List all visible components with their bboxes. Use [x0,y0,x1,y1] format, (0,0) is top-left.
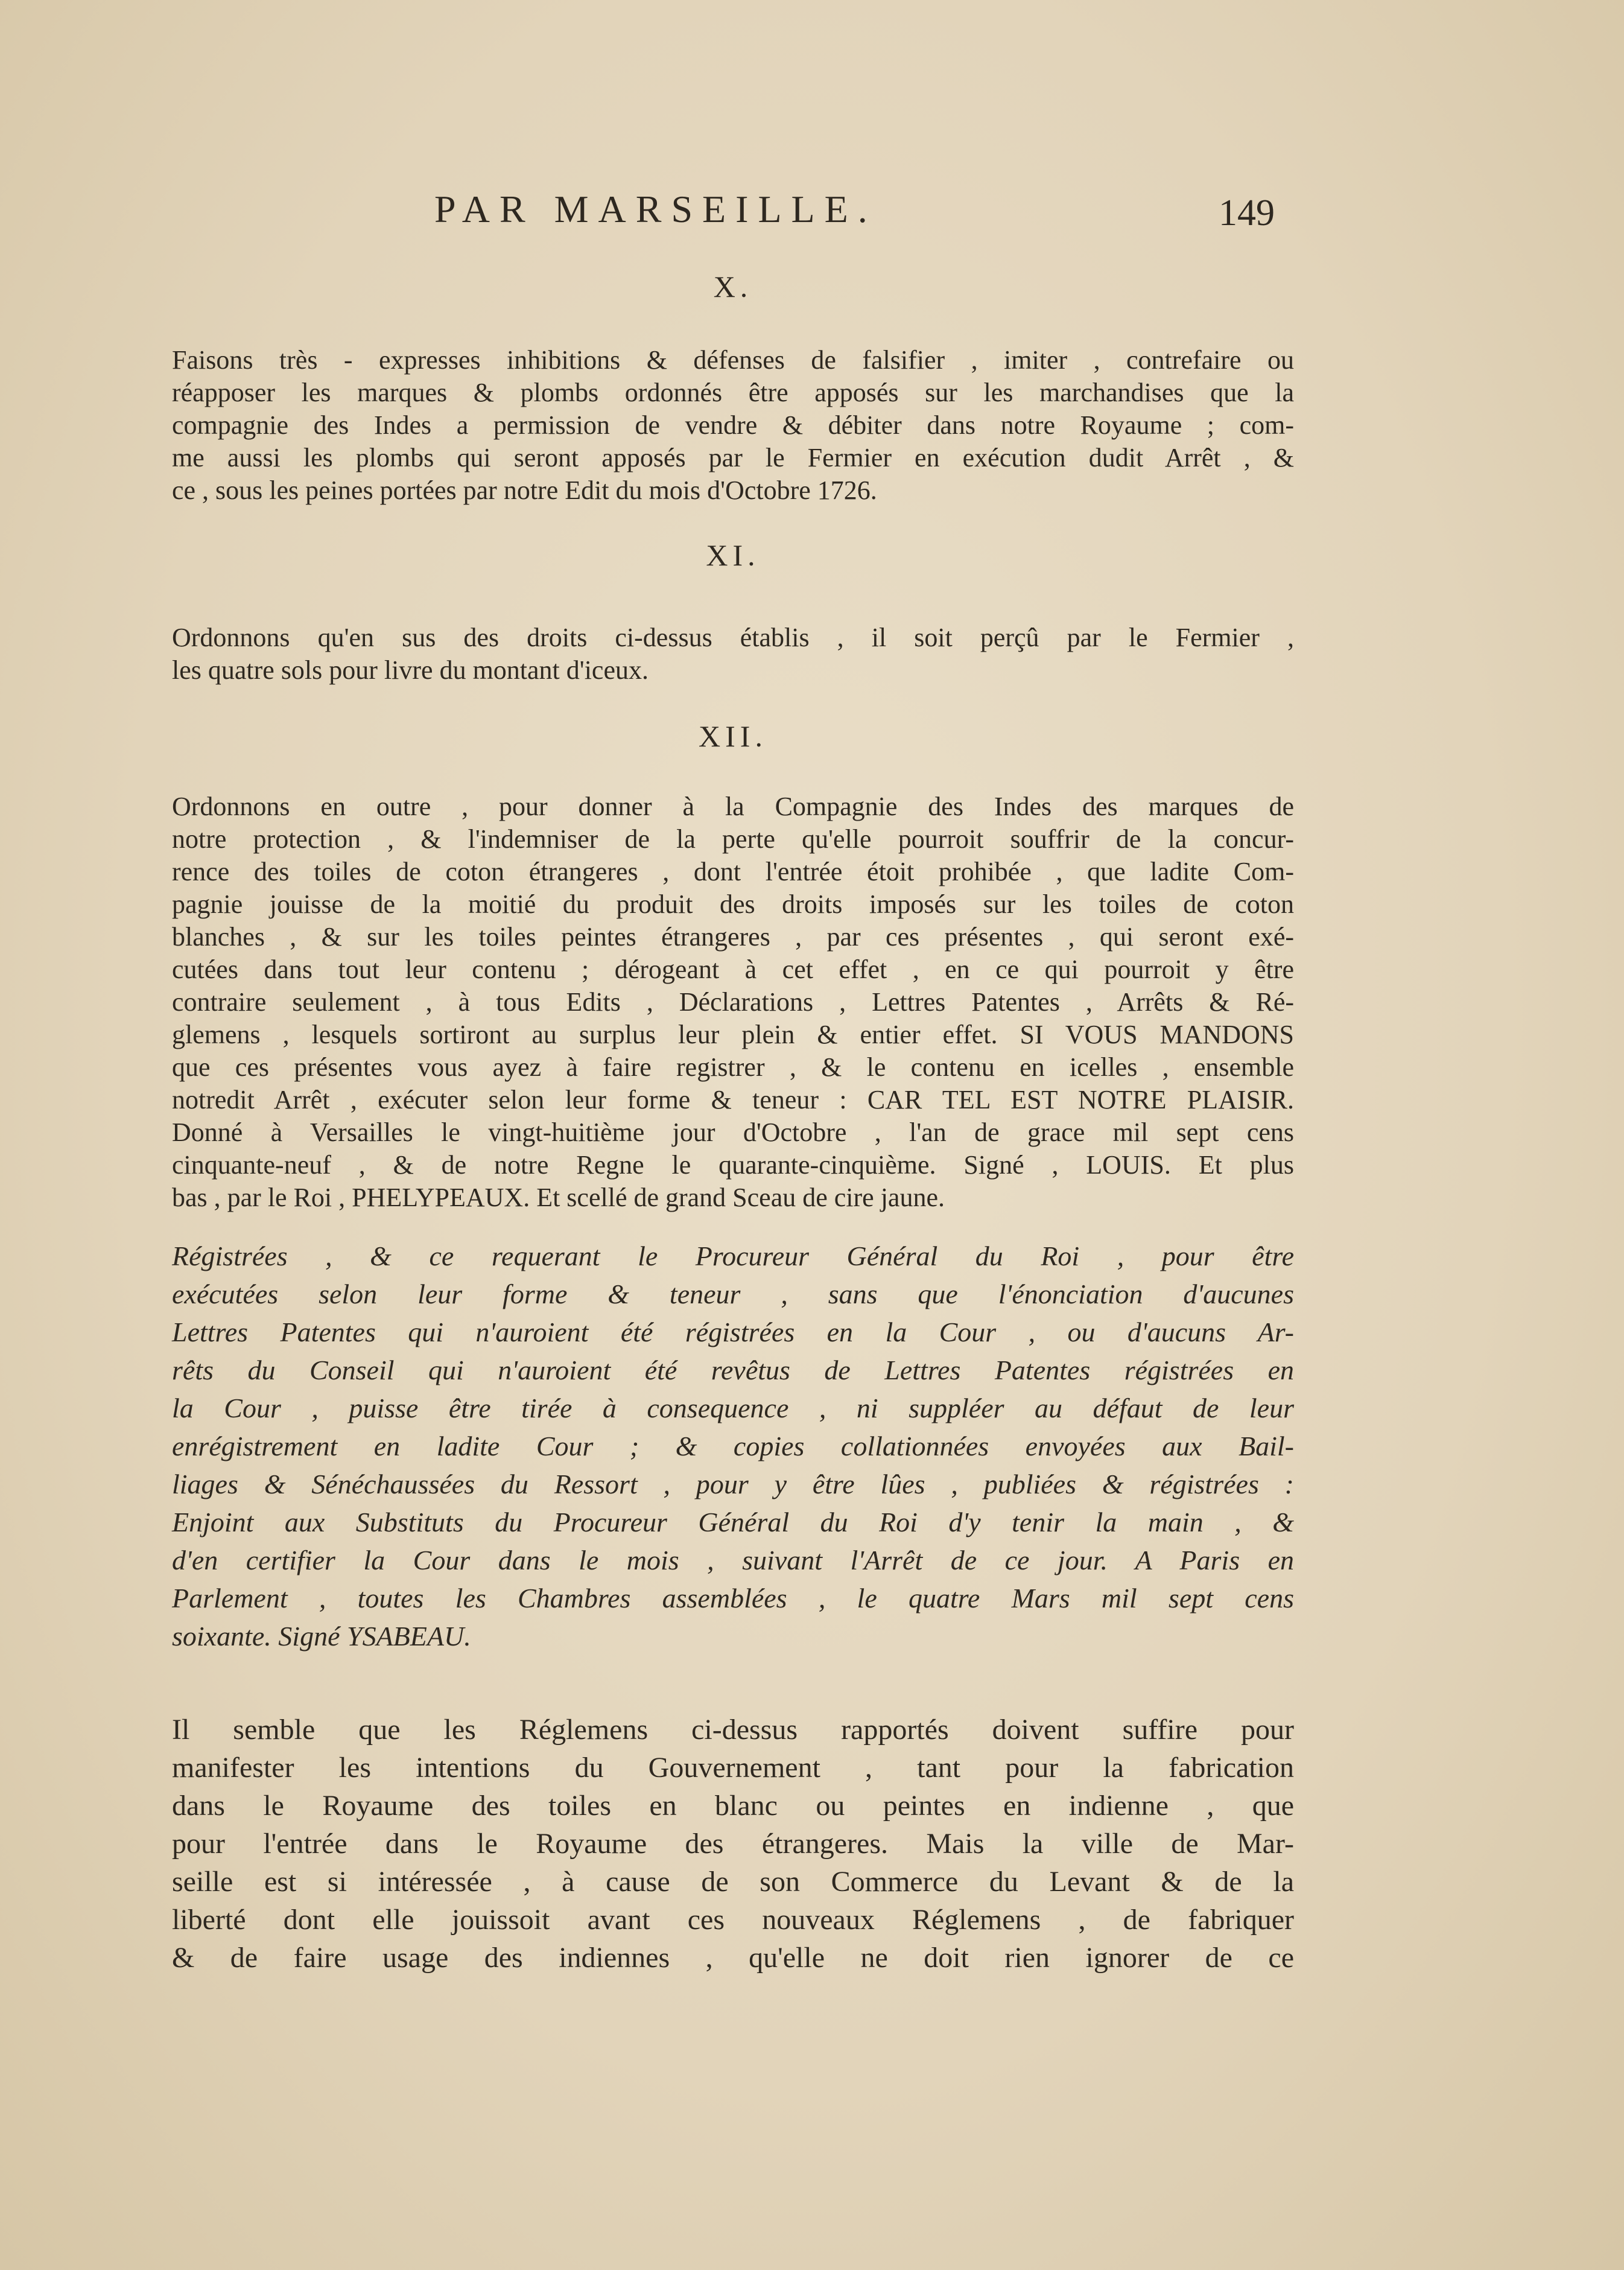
text-line: Ordonnons qu'en sus des droits ci-dessus établis , il soit perçû par le Fermier , [172,623,1294,652]
article-number: XI. [706,538,760,572]
text-line: la Cour , puisse être tirée à consequence , ni suppléer au défaut de leur [172,1393,1294,1423]
text-line: me aussi les plombs qui seront apposés par le Fermier en exécution dudit Arrêt , & [172,443,1294,472]
text-line: compagnie des Indes a permission de vendre & débiter dans notre Royaume ; com- [172,410,1294,440]
text-line: & de faire usage des indiennes , qu'elle ne doit rien ignorer de ce [172,1942,1294,1974]
text-line: Il semble que les Réglemens ci-dessus rapportés doivent suffire pour [172,1714,1294,1746]
text-line: ce , sous les peines portées par notre Edit du mois d'Octobre 1726. [172,475,877,505]
text-line: Parlement , toutes les Chambres assemblées , le quatre Mars mil sept cens [172,1583,1294,1613]
text-line: cinquante-neuf , & de notre Regne le quarante-cinquième. Signé , LOUIS. Et plus [172,1150,1294,1180]
text-line: d'en certifier la Cour dans le mois , suivant l'Arrêt de ce jour. A Paris en [172,1545,1294,1575]
text-line: Donné à Versailles le vingt-huitième jour d'Octobre , l'an de grace mil sept cens [172,1118,1294,1147]
text-line: pagnie jouisse de la moitié du produit des droits imposés sur les toiles de coton [172,889,1294,919]
article-number: X. [713,270,753,304]
text-line: cutées dans tout leur contenu ; dérogeant à cet effet , en ce qui pourroit y être [172,955,1294,984]
text-line: enrégistrement en ladite Cour ; & copies collationnées envoyées aux Bail- [172,1431,1294,1461]
text-line: Enjoint aux Substituts du Procureur Général du Roi d'y tenir la main , & [172,1507,1294,1537]
text-line: réapposer les marques & plombs ordonnés être apposés sur les marchandises que la [172,378,1294,407]
text-line: Ordonnons en outre , pour donner à la Compagnie des Indes des marques de [172,792,1294,821]
article-x [172,265,1294,507]
text-line: Régistrées , & ce requerant le Procureur Général du Roi , pour être [172,1241,1294,1271]
text-line: glemens , lesquels sortiront au surplus leur plein & entier effet. SI VOUS MANDONS [172,1020,1294,1049]
text-line: les quatre sols pour livre du montant d'iceux. [172,655,649,685]
text-line: contraire seulement , à tous Edits , Déclarations , Lettres Patentes , Arrêts & Ré- [172,987,1294,1017]
commentary-paragraph [172,1711,1294,1977]
page-number: 149 [1219,192,1275,234]
running-head: PAR MARSEILLE. [434,188,877,230]
text-line: liages & Sénéchaussées du Ressort , pour y être lûes , publiées & régistrées : [172,1469,1294,1499]
text-line: notre protection , & l'indemniser de la perte qu'elle pourroit souffrir de la concur- [172,824,1294,854]
text-line: manifester les intentions du Gouvernement , tant pour la fabrication [172,1752,1294,1784]
text-line: Faisons très - expresses inhibitions & défenses de falsifier , imiter , contrefaire ou [172,345,1294,375]
registration-paragraph [172,1237,1294,1655]
text-line: notredit Arrêt , exécuter selon leur forme & teneur : CAR TEL EST NOTRE PLAISIR. [172,1085,1294,1114]
text-line: liberté dont elle jouissoit avant ces nouveaux Réglemens , de fabriquer [172,1904,1294,1936]
text-line: exécutées selon leur forme & teneur , sans que l'énonciation d'aucunes [172,1279,1294,1309]
text-line: soixante. Signé YSABEAU. [172,1621,471,1652]
text-line: bas , par le Roi , PHELYPEAUX. Et scellé de grand Sceau de cire jaune. [172,1183,945,1212]
article-number: XII. [699,719,767,753]
text-line: rence des toiles de coton étrangeres , dont l'entrée étoit prohibée , que ladite Com- [172,857,1294,886]
article-xi [172,534,1294,687]
text-line: rêts du Conseil qui n'auroient été revêtus de Lettres Patentes régistrées en [172,1355,1294,1385]
text-line: que ces présentes vous ayez à faire registrer , & le contenu en icelles , ensemble [172,1052,1294,1082]
text-line: dans le Royaume des toiles en blanc ou peintes en indienne , que [172,1790,1294,1822]
text-line: Lettres Patentes qui n'auroient été régistrées en la Cour , ou d'aucuns Ar- [172,1317,1294,1347]
text-line: seille est si intéressée , à cause de son Commerce du Levant & de la [172,1866,1294,1898]
text-line: blanches , & sur les toiles peintes étrangeres , par ces présentes , qui seront exé- [172,922,1294,952]
text-line: pour l'entrée dans le Royaume des étrangeres. Mais la ville de Mar- [172,1828,1294,1860]
page-header [0,181,1624,253]
article-xii [172,715,1294,1214]
